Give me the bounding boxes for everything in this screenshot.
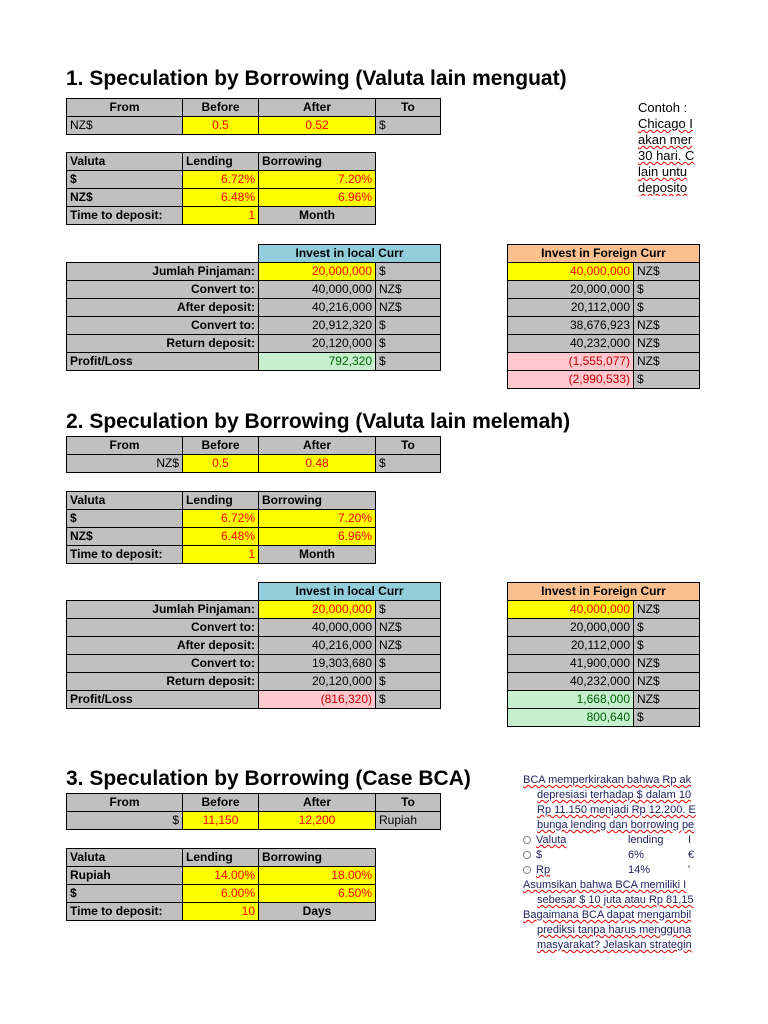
note-line: lain untu: [638, 164, 688, 179]
valuta-row-name[interactable]: $: [66, 884, 183, 903]
profit-loss-label: Profit/Loss: [66, 690, 259, 709]
foreign-row-value[interactable]: 20,000,000: [507, 618, 634, 637]
local-row-label: After deposit:: [66, 636, 259, 655]
rate-before-cell[interactable]: 0.5: [182, 116, 259, 135]
foreign-row-value[interactable]: 20,112,000: [507, 636, 634, 655]
local-row-currency: NZ$: [375, 298, 441, 317]
valuta-header: Valuta: [66, 491, 183, 510]
lending-cell[interactable]: 6.48%: [182, 527, 259, 546]
bca-table-row: [523, 833, 701, 848]
foreign-row-value[interactable]: 38,676,923: [507, 316, 634, 335]
foreign-row-value[interactable]: 40,232,000: [507, 334, 634, 353]
foreign-row-value[interactable]: 40,000,000: [507, 262, 634, 281]
local-row-value[interactable]: 20,000,000: [258, 262, 376, 281]
note-line: 30 hari. C: [638, 148, 695, 163]
foreign-profit-loss-value[interactable]: (1,555,077): [507, 352, 634, 371]
lending-cell[interactable]: 6.72%: [182, 509, 259, 528]
local-row-currency: $: [375, 334, 441, 353]
foreign-row-currency: $: [633, 708, 700, 727]
bca-table-cell: Rp: [536, 864, 551, 876]
local-row-currency: $: [375, 262, 441, 281]
rate-header-to: To: [375, 436, 441, 455]
local-row-label: Jumlah Pinjaman:: [66, 262, 259, 281]
bca-table-cell: lending: [628, 834, 664, 846]
borrowing-header: Borrowing: [258, 491, 376, 510]
borrowing-header: Borrowing: [258, 848, 376, 867]
valuta-row-name[interactable]: $: [66, 509, 183, 528]
rate-after-cell[interactable]: 0.48: [258, 454, 376, 473]
valuta-header: Valuta: [66, 848, 183, 867]
borrowing-cell[interactable]: 6.50%: [258, 884, 376, 903]
invest-foreign-header: Invest in Foreign Curr: [507, 582, 700, 601]
time-to-deposit-value[interactable]: 10: [182, 902, 259, 921]
bca-line: depresiasi terhadap $ dalam 10: [537, 789, 692, 801]
time-to-deposit-value[interactable]: 1: [182, 545, 259, 564]
bca-table-cell: 6%: [628, 849, 644, 861]
borrowing-cell[interactable]: 18.00%: [258, 866, 376, 885]
local-row-currency: $: [375, 316, 441, 335]
rate-from-cell[interactable]: NZ$: [66, 116, 183, 135]
bca-line: Bagaimana BCA dapat mengambil: [523, 909, 692, 921]
local-row-currency: NZ$: [375, 618, 441, 637]
bca-line: Asumsikan bahwa BCA memiliki I: [523, 879, 687, 891]
lending-cell[interactable]: 6.48%: [182, 188, 259, 207]
lending-header: Lending: [182, 152, 259, 171]
foreign-row-currency: NZ$: [633, 672, 700, 691]
time-unit-cell: Month: [258, 206, 376, 225]
rate-header-from: From: [66, 98, 183, 117]
rate-to-cell[interactable]: $: [375, 116, 441, 135]
local-row-value[interactable]: 20,120,000: [258, 672, 376, 691]
local-row-value[interactable]: 40,216,000: [258, 636, 376, 655]
invest-foreign-header: Invest in Foreign Curr: [507, 244, 700, 263]
rate-to-cell[interactable]: Rupiah: [375, 811, 441, 830]
side-note: [638, 100, 702, 196]
foreign-row-currency: $: [633, 636, 700, 655]
local-row-value[interactable]: 20,912,320: [258, 316, 376, 335]
bca-table-cell: I: [688, 834, 692, 846]
valuta-row-name[interactable]: $: [66, 170, 183, 189]
bca-table-cell: $: [536, 849, 543, 861]
local-row-label: Return deposit:: [66, 672, 259, 691]
lending-cell[interactable]: 6.00%: [182, 884, 259, 903]
lending-cell[interactable]: 6.72%: [182, 170, 259, 189]
local-row-currency: $: [375, 672, 441, 691]
borrowing-cell[interactable]: 6.96%: [258, 527, 376, 546]
note-line: Chicago I: [638, 116, 693, 131]
foreign-row-currency: NZ$: [633, 600, 700, 619]
lending-cell[interactable]: 14.00%: [182, 866, 259, 885]
bca-line: sebesar $ 10 juta atau Rp 81,15: [537, 894, 694, 906]
local-row-value[interactable]: 20,120,000: [258, 334, 376, 353]
rate-header-after: After: [258, 436, 376, 455]
local-row-currency: NZ$: [375, 636, 441, 655]
invest-local-header: Invest in local Curr: [258, 244, 441, 263]
local-row-currency: $: [375, 654, 441, 673]
foreign-profit-loss-converted[interactable]: (2,990,533): [507, 370, 634, 389]
local-row-currency: NZ$: [375, 280, 441, 299]
bca-line: BCA memperkirakan bahwa Rp ak: [523, 774, 692, 786]
foreign-row-currency: $: [633, 618, 700, 637]
invest-local-header: Invest in local Curr: [258, 582, 441, 601]
local-row-value[interactable]: 40,216,000: [258, 298, 376, 317]
foreign-row-value[interactable]: 40,232,000: [507, 672, 634, 691]
section-3-title: 3. Speculation by Borrowing (Case BCA): [66, 767, 471, 790]
rate-from-cell[interactable]: NZ$: [66, 454, 183, 473]
profit-loss-label: Profit/Loss: [66, 352, 259, 371]
foreign-row-currency: NZ$: [633, 352, 700, 371]
rate-header-before: Before: [182, 98, 259, 117]
foreign-profit-loss-value[interactable]: 1,668,000: [507, 690, 634, 709]
local-row-label: After deposit:: [66, 298, 259, 317]
section-2-title: 2. Speculation by Borrowing (Valuta lain melemah): [66, 410, 571, 433]
local-row-value[interactable]: 20,000,000: [258, 600, 376, 619]
time-unit-cell: Days: [258, 902, 376, 921]
foreign-row-currency: $: [633, 280, 700, 299]
local-row-value[interactable]: 19,303,680: [258, 654, 376, 673]
local-row-currency: $: [375, 600, 441, 619]
note-line: Contoh :: [638, 100, 688, 115]
valuta-header: Valuta: [66, 152, 183, 171]
rate-from-cell[interactable]: $: [66, 811, 183, 830]
valuta-row-name[interactable]: NZ$: [66, 527, 183, 546]
rate-header-after: After: [258, 793, 376, 812]
rate-after-cell[interactable]: 0.52: [258, 116, 376, 135]
radio-icon: [523, 836, 531, 844]
borrowing-cell[interactable]: 7.20%: [258, 170, 376, 189]
rate-header-from: From: [66, 436, 183, 455]
foreign-row-currency: NZ$: [633, 334, 700, 353]
foreign-row-currency: NZ$: [633, 316, 700, 335]
foreign-row-currency: $: [633, 298, 700, 317]
bca-table-cell: €: [688, 849, 695, 861]
time-to-deposit-label: Time to deposit:: [66, 545, 183, 564]
bca-table-cell: ': [688, 864, 691, 876]
profit-loss-value[interactable]: (816,320): [258, 690, 376, 709]
local-row-currency: $: [375, 690, 441, 709]
note-line: deposito: [638, 180, 688, 195]
local-row-label: Return deposit:: [66, 334, 259, 353]
rate-after-cell[interactable]: 12,200: [258, 811, 376, 830]
bca-line: prediksi tanpa harus mengguna: [537, 924, 692, 936]
foreign-row-value[interactable]: 40,000,000: [507, 600, 634, 619]
valuta-row-name[interactable]: Rupiah: [66, 866, 183, 885]
local-row-label: Convert to:: [66, 316, 259, 335]
local-row-label: Convert to:: [66, 280, 259, 299]
local-row-currency: $: [375, 352, 441, 371]
local-row-label: Convert to:: [66, 654, 259, 673]
bca-table-row: [523, 848, 701, 863]
bca-table-cell: Valuta: [536, 834, 567, 846]
section-1-title: 1. Speculation by Borrowing (Valuta lain menguat): [66, 67, 567, 90]
rate-before-cell[interactable]: 11,150: [182, 811, 259, 830]
borrowing-cell[interactable]: 6.96%: [258, 188, 376, 207]
local-row-value[interactable]: 40,000,000: [258, 618, 376, 637]
bca-table-cell: 14%: [628, 864, 651, 876]
foreign-row-currency: NZ$: [633, 262, 700, 281]
bca-line: Rp 11.150 menjadi Rp 12.200. E: [537, 804, 696, 816]
foreign-row-currency: $: [633, 370, 700, 389]
local-row-value[interactable]: 40,000,000: [258, 280, 376, 299]
local-row-label: Jumlah Pinjaman:: [66, 600, 259, 619]
time-to-deposit-label: Time to deposit:: [66, 206, 183, 225]
foreign-row-currency: NZ$: [633, 690, 700, 709]
radio-icon: [523, 866, 531, 874]
borrowing-header: Borrowing: [258, 152, 376, 171]
radio-icon: [523, 851, 531, 859]
rate-header-before: Before: [182, 793, 259, 812]
foreign-row-value[interactable]: 41,900,000: [507, 654, 634, 673]
rate-before-cell[interactable]: 0.5: [182, 454, 259, 473]
valuta-row-name[interactable]: NZ$: [66, 188, 183, 207]
time-to-deposit-label: Time to deposit:: [66, 902, 183, 921]
lending-header: Lending: [182, 491, 259, 510]
rate-header-from: From: [66, 793, 183, 812]
rate-header-to: To: [375, 793, 441, 812]
time-to-deposit-value[interactable]: 1: [182, 206, 259, 225]
bca-table-row: [523, 863, 701, 878]
bca-line: bunga lending dan borrowing pe: [537, 819, 695, 831]
rate-header-after: After: [258, 98, 376, 117]
bca-case-text: [523, 773, 701, 953]
foreign-row-value[interactable]: 20,000,000: [507, 280, 634, 299]
profit-loss-value[interactable]: 792,320: [258, 352, 376, 371]
rate-to-cell[interactable]: $: [375, 454, 441, 473]
lending-header: Lending: [182, 848, 259, 867]
rate-header-to: To: [375, 98, 441, 117]
bca-line: masyarakat? Jelaskan strategin: [537, 939, 692, 951]
rate-header-before: Before: [182, 436, 259, 455]
foreign-row-value[interactable]: 20,112,000: [507, 298, 634, 317]
local-row-label: Convert to:: [66, 618, 259, 637]
note-line: akan mer: [638, 132, 693, 147]
foreign-row-currency: NZ$: [633, 654, 700, 673]
time-unit-cell: Month: [258, 545, 376, 564]
foreign-profit-loss-converted[interactable]: 800,640: [507, 708, 634, 727]
borrowing-cell[interactable]: 7.20%: [258, 509, 376, 528]
